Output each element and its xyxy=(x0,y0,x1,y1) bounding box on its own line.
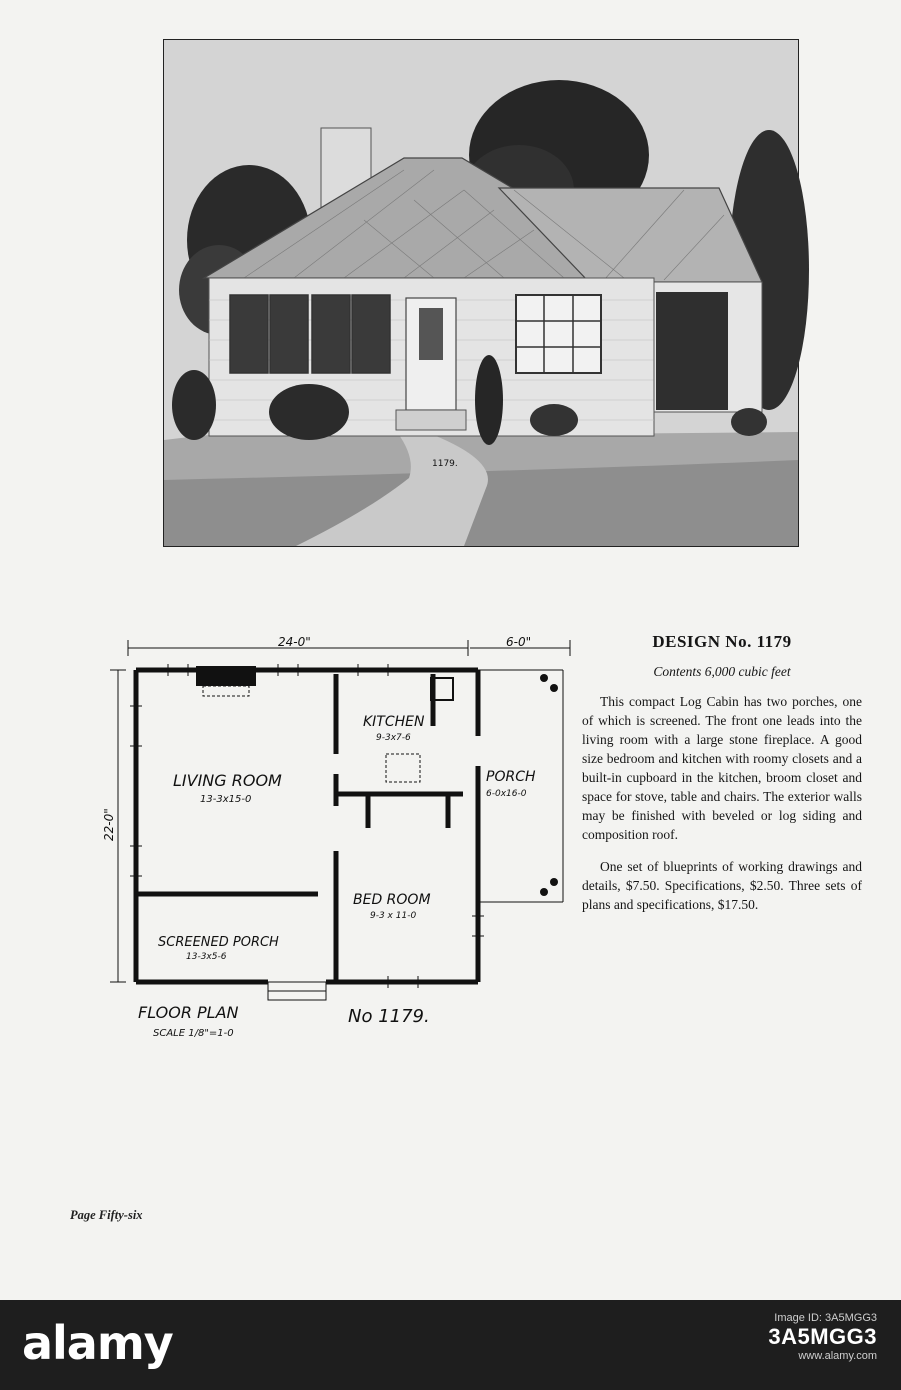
watermark-logo: alamy xyxy=(22,1316,173,1370)
living-room-label: LIVING ROOM xyxy=(173,771,282,790)
floor-plan-drawing xyxy=(102,626,588,1046)
contents-line: Contents 6,000 cubic feet xyxy=(653,664,791,679)
floor-plan-label: FLOOR PLAN xyxy=(138,1003,239,1022)
bedroom-size: 9-3 x 11-0 xyxy=(370,911,417,921)
kitchen-label: KITCHEN xyxy=(363,714,425,730)
floor-plan-scale: SCALE 1/8"=1-0 xyxy=(153,1028,234,1039)
design-description xyxy=(582,632,862,927)
plan-number: No 1179. xyxy=(348,1006,430,1027)
screened-porch-size: 13-3x5-6 xyxy=(186,952,227,962)
dim-width: 24-0" xyxy=(278,635,311,649)
watermark-url: www.alamy.com xyxy=(798,1350,877,1362)
watermark-info xyxy=(768,1312,877,1362)
dim-depth: 22-0" xyxy=(102,808,116,841)
design-title: DESIGN No. 1179 xyxy=(652,632,792,651)
watermark-caption: Image ID: 3A5MGG3 xyxy=(774,1312,877,1324)
house-illustration xyxy=(163,39,799,547)
porch-label: PORCH xyxy=(486,769,536,785)
description-paragraph: This compact Log Cabin has two porches, one of which is screened. The front one leads into the living room with a large stone fireplace. A good size bedroom and kitchen with roomy closets and a built-in cupboard in the kitchen, broom closet and space for stove, table and chairs. The exterior walls may be finished with beveled or log siding and composition roof. xyxy=(582,694,862,842)
porch-size: 6-0x16-0 xyxy=(486,789,527,799)
house-drawing xyxy=(164,40,798,546)
floor-plan xyxy=(102,626,588,1046)
pricing-paragraph: One set of blueprints of working drawings and details, $7.50. Specifications, $2.50. Three sets of plans and specifications, $17.50. xyxy=(582,859,862,912)
watermark-image-id: 3A5MGG3 xyxy=(768,1324,877,1349)
living-room-size: 13-3x15-0 xyxy=(200,794,252,805)
dim-porch: 6-0" xyxy=(506,635,532,649)
illustration-caption: 1179. xyxy=(432,459,458,469)
screened-porch-label: SCREENED PORCH xyxy=(158,935,279,950)
bedroom-label: BED ROOM xyxy=(353,892,431,908)
page-number: Page Fifty-six xyxy=(70,1208,143,1222)
kitchen-size: 9-3x7-6 xyxy=(376,733,411,743)
